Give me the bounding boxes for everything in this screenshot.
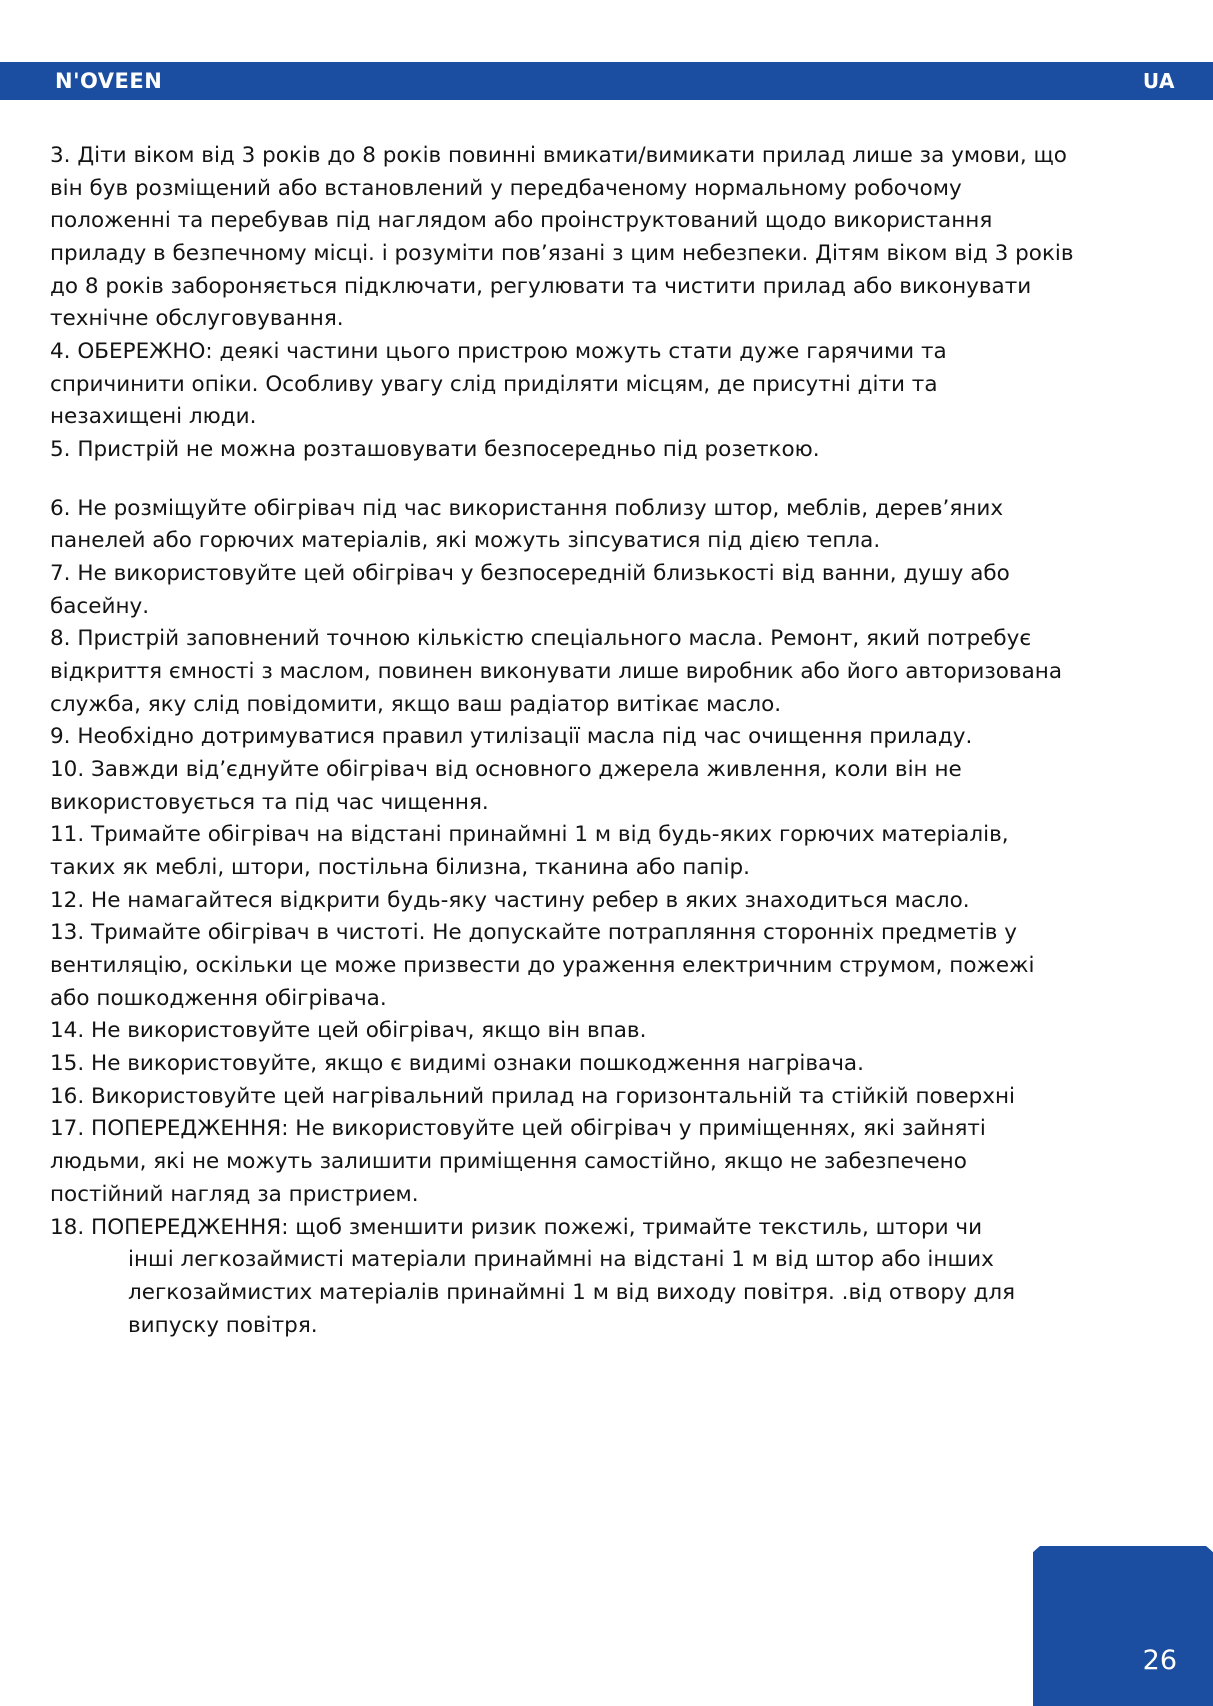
paragraph-16: 16. Використовуйте цей нагрівальний прилад на горизонтальній та стійкій поверхні <box>50 1083 1016 1109</box>
paragraph-10: 10. Завжди від’єднуйте обігрівач від основного джерела живлення, коли він не використовується та під час чищення. <box>50 757 962 815</box>
corner-circle <box>1033 1546 1213 1706</box>
paragraph-13: 13. Тримайте обігрівач в чистоті. Не допускайте потрапляння сторонніх предметів у вентиляцію, оскільки це може призвести до ураження електричним струмом, пожежі або пошкодження обігрівача. <box>50 920 1035 1011</box>
paragraph-6: 6. Не розміщуйте обігрівач під час використання поблизу штор, меблів, дерев’яних панелей або горючих матеріалів, які можуть зіпсуватися під дією тепла. <box>50 495 1004 554</box>
paragraph-15: 15. Не використовуйте, якщо є видимі ознаки пошкодження нагрівача. <box>50 1051 864 1077</box>
paragraph-4: 4. ОБЕРЕЖНО: деякі частини цього пристрою можуть стати дуже гарячими та спричинити опіки. Особливу увагу слід приділяти місцям, де присутні діти та незахищені люди. <box>50 339 947 430</box>
paragraph-8: 8. Пристрій заповнений точною кількістю спеціального масла. Ремонт, який потребує відкриття ємності з маслом, повинен виконувати лише виробник або його авторизована служба, яку слід повідомити, якщо ваш радіатор витікає масло. <box>50 626 1063 717</box>
paragraph-18 <box>50 1212 1075 1343</box>
paragraph-5: 5. Пристрій не можна розташовувати безпосередньо під розеткою. <box>50 437 820 463</box>
paragraph-12: 12. Не намагайтеся відкрити будь-яку частину ребер в яких знаходиться масло. <box>50 887 970 913</box>
page-corner-decoration <box>1033 1546 1213 1706</box>
paragraph-14: 14. Не використовуйте цей обігрівач, якщо він впав. <box>50 1018 647 1044</box>
language-code: UA <box>1142 69 1175 93</box>
brand-logo: N'OVEEN <box>55 69 163 93</box>
paragraph-11: 11. Тримайте обігрівач на відстані принаймні 1 м від будь-яких горючих матеріалів, таких як меблі, штори, постільна білизна, тканина або папір. <box>50 822 1009 881</box>
page-header-bar <box>0 62 1213 100</box>
paragraph-3: 3. Діти віком від 3 років до 8 років повинні вмикати/вимикати прилад лише за умови, що він був розміщений або встановлений у передбаченому нормальному робочому положенні та перебував під наглядом або проінструктований щодо використання приладу в безпечному місці. і розуміти пов’язані з цим небезпеки. Дітям віком від 3 років до 8 років забороняється підключати, регулювати та чистити прилад або виконувати технічне обслуговування. <box>50 143 1074 332</box>
paragraph-17: 17. ПОПЕРЕДЖЕННЯ: Не використовуйте цей обігрівач у приміщеннях, які зайняті людьми, які не можуть залишити приміщення самостійно, якщо не забезпечено постійний нагляд за пристрием. <box>50 1116 986 1207</box>
paragraph-7: 7. Не використовуйте цей обігрівач у безпосередній близькості від ванни, душу або басейну. <box>50 561 1010 619</box>
page-number: 26 <box>1142 1645 1177 1676</box>
paragraph-18-indented: інші легкозаймисті матеріали принаймні на відстані 1 м від штор або інших легкозаймистих матеріалів принаймні 1 м від виходу повітря. .від отвору для випуску повітря. <box>128 1247 1016 1338</box>
document-body <box>50 140 1075 1342</box>
paragraph-9: 9. Необхідно дотримуватися правил утилізації масла під час очищення приладу. <box>50 724 973 750</box>
paragraph-18-lead: 18. ПОПЕРЕДЖЕННЯ: щоб зменшити ризик пожежі, тримайте текстиль, штори чи <box>50 1214 983 1240</box>
